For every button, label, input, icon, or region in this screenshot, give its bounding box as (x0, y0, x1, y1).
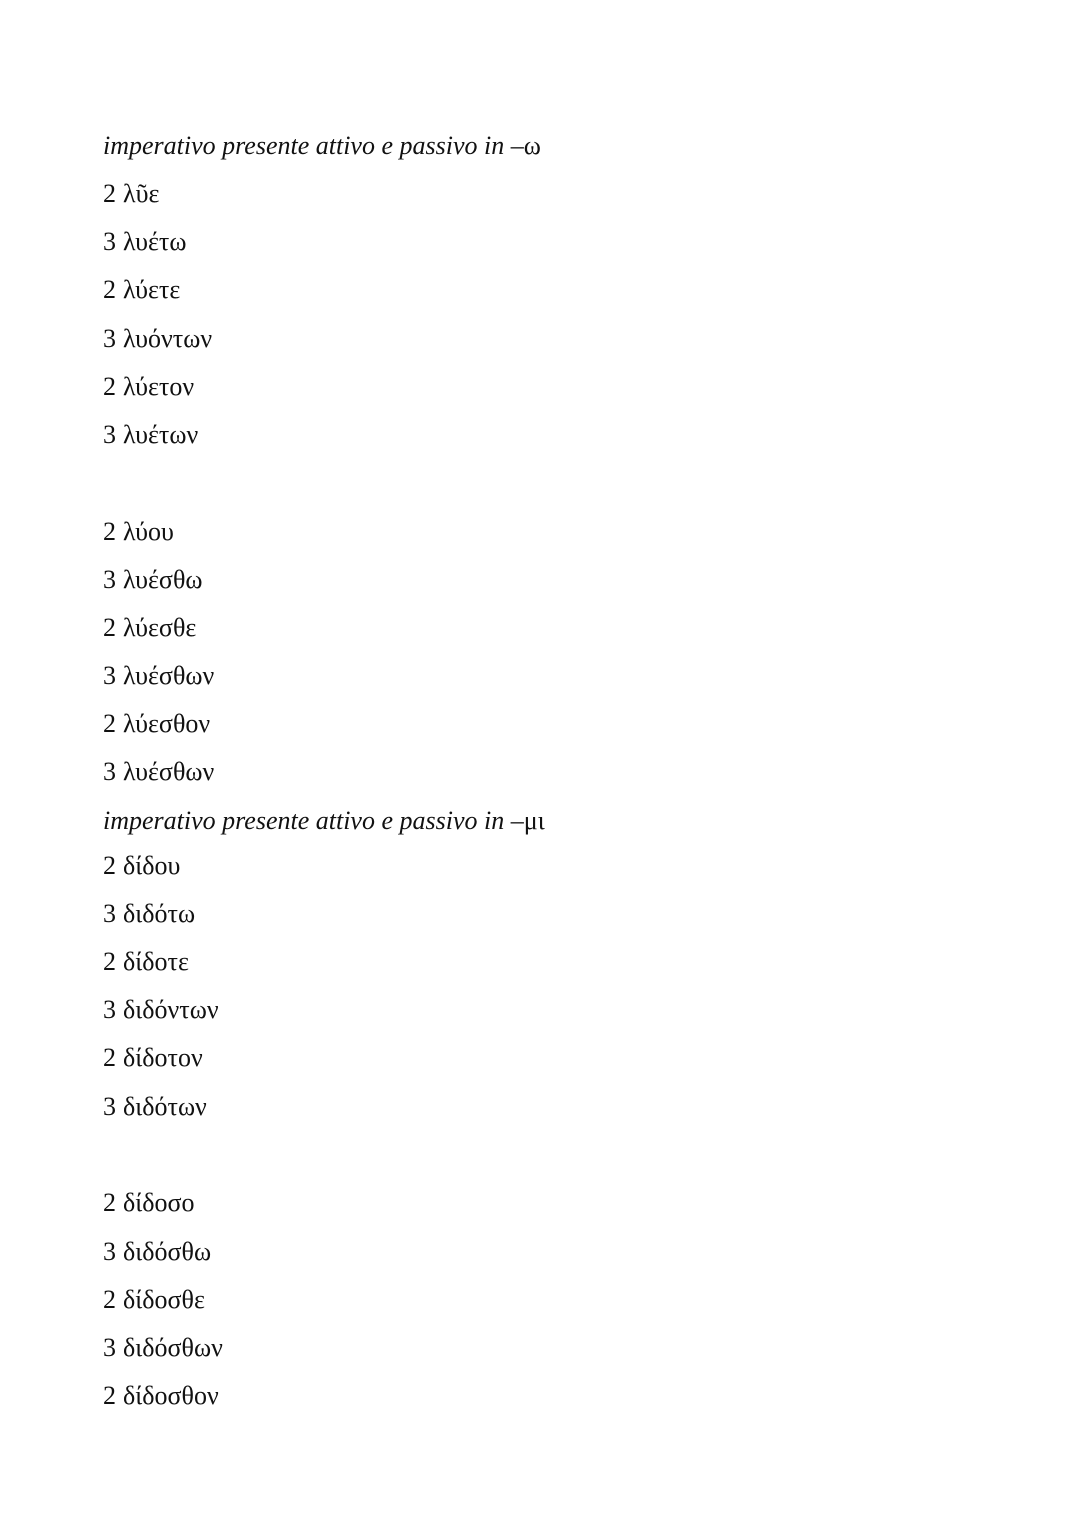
person-number: 2 (103, 709, 116, 738)
verb-form: λυέτω (123, 227, 187, 256)
section-heading-mi (103, 806, 545, 836)
verb-form: διδότω (123, 899, 196, 928)
verb-form: δίδοσθον (123, 1381, 219, 1410)
person-number: 3 (103, 1237, 116, 1266)
person-number: 2 (103, 613, 116, 642)
person-number: 3 (103, 1333, 116, 1362)
verb-form-row (103, 179, 159, 209)
verb-form: διδόσθων (123, 1333, 223, 1362)
verb-form-row (103, 1092, 207, 1122)
person-number: 3 (103, 661, 116, 690)
person-number: 3 (103, 227, 116, 256)
verb-form: λυέτων (123, 420, 199, 449)
verb-form-row (103, 1333, 223, 1363)
verb-form: δίδοσθε (123, 1285, 205, 1314)
verb-form: λυέσθων (123, 757, 215, 786)
verb-form: λύετον (123, 372, 195, 401)
person-number: 2 (103, 1188, 116, 1217)
verb-form-row (103, 324, 212, 354)
person-number: 2 (103, 275, 116, 304)
verb-form: λύετε (123, 275, 181, 304)
person-number: 2 (103, 517, 116, 546)
person-number: 2 (103, 1043, 116, 1072)
person-number: 2 (103, 1285, 116, 1314)
heading-text: imperativo presente attivo e passivo in (103, 131, 511, 160)
verb-form-row (103, 709, 210, 739)
person-number: 3 (103, 420, 116, 449)
verb-form-row (103, 661, 214, 691)
verb-form: διδόσθω (123, 1237, 212, 1266)
person-number: 3 (103, 565, 116, 594)
verb-form-row (103, 1381, 219, 1411)
person-number: 2 (103, 179, 116, 208)
verb-form-row (103, 372, 194, 402)
verb-form-row (103, 1285, 205, 1315)
verb-form: δίδου (123, 851, 181, 880)
verb-form: λυόντων (123, 324, 213, 353)
verb-form-row (103, 227, 187, 257)
verb-form-row (103, 851, 180, 881)
verb-form: δίδοσο (123, 1188, 195, 1217)
verb-form: δίδοτε (123, 947, 189, 976)
verb-form: λῦε (123, 179, 160, 208)
person-number: 3 (103, 899, 116, 928)
heading-ending: –ω (510, 131, 541, 160)
verb-form-row (103, 420, 198, 450)
verb-form: λύου (123, 517, 174, 546)
verb-form-row (103, 947, 189, 977)
verb-form-row (103, 1188, 195, 1218)
verb-form: λύεσθον (123, 709, 211, 738)
person-number: 3 (103, 1092, 116, 1121)
person-number: 2 (103, 947, 116, 976)
verb-form-row (103, 1237, 211, 1267)
person-number: 2 (103, 1381, 116, 1410)
verb-form: λύεσθε (123, 613, 197, 642)
verb-form-row (103, 1043, 203, 1073)
person-number: 2 (103, 372, 116, 401)
verb-form-row (103, 275, 180, 305)
heading-ending: –μι (510, 806, 545, 835)
verb-form-row (103, 565, 203, 595)
person-number: 3 (103, 324, 116, 353)
verb-form-row (103, 899, 195, 929)
verb-form: διδότων (123, 1092, 207, 1121)
verb-form-row (103, 613, 196, 643)
section-heading-omega (103, 131, 541, 161)
heading-text: imperativo presente attivo e passivo in (103, 806, 511, 835)
verb-form-row (103, 517, 174, 547)
verb-form-row (103, 995, 219, 1025)
person-number: 3 (103, 757, 116, 786)
verb-form: δίδοτον (123, 1043, 203, 1072)
verb-form: λυέσθων (123, 661, 215, 690)
verb-form: διδόντων (123, 995, 219, 1024)
person-number: 3 (103, 995, 116, 1024)
verb-form: λυέσθω (123, 565, 203, 594)
verb-form-row (103, 757, 214, 787)
person-number: 2 (103, 851, 116, 880)
